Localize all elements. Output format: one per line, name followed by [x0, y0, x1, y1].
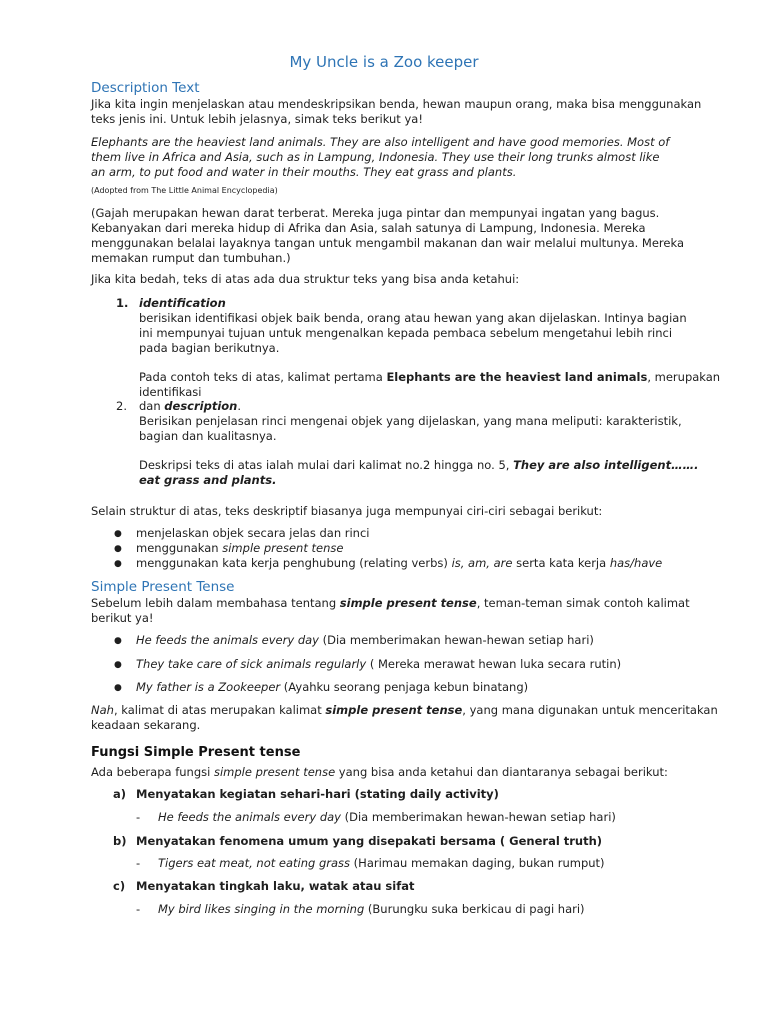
text-run: , yang mana digunakan untuk menceritakan — [462, 703, 718, 717]
example-item — [136, 680, 528, 695]
section-heading-description: Description Text — [91, 80, 200, 96]
text-run: simple present tense — [213, 765, 336, 779]
traits-intro: Selain struktur di atas, teks deskriptif biasanya juga mempunyai ciri-ciri sebagai berikut: — [91, 504, 603, 518]
fungsi-item-title: Menyatakan tingkah laku, watak atau sifat — [136, 879, 415, 893]
simple-present-note — [91, 703, 718, 733]
text-run: menggunakan — [136, 541, 223, 555]
text-line: pada bagian berikutnya. — [139, 341, 280, 355]
trait-item — [136, 541, 343, 556]
text-line: memakan rumput dan tumbuhan.) — [91, 251, 291, 265]
fungsi-item-title: Menyatakan kegiatan sehari-hari (stating daily activity) — [136, 787, 499, 801]
list-number: 1. — [116, 296, 129, 310]
text-line: Elephants are the heaviest land animals. They are also intelligent and have good memories. Most of — [91, 135, 670, 149]
text-line: Jika kita ingin menjelaskan atau mendeskripsikan benda, hewan maupun orang, maka bisa menggunakan — [91, 97, 702, 111]
text-run: . — [237, 399, 242, 413]
text-line: ini mempunyai tujuan untuk mengenalkan kepada pembaca sebelum mengetahui lebih rinci — [139, 326, 673, 340]
text-run: My father is a Zookeeper — [136, 680, 281, 694]
list-item-identification — [139, 296, 720, 400]
bullet-icon: ● — [114, 559, 122, 569]
section-heading-fungsi: Fungsi Simple Present tense — [91, 745, 301, 760]
text-run: ( Mereka merawat hewan luka secara rutin) — [366, 657, 622, 671]
bullet-icon: ● — [114, 683, 122, 693]
list-number: 2. — [116, 399, 127, 413]
text-run: He feeds the animals every day — [158, 810, 341, 824]
item-title: identification — [139, 296, 226, 310]
text-line — [139, 399, 698, 414]
bullet-icon: ● — [114, 636, 122, 646]
text-line: berikut ya! — [91, 611, 154, 625]
list-item-description — [139, 399, 698, 488]
bullet-icon: ● — [114, 529, 122, 539]
list-letter: c) — [113, 879, 126, 893]
text-run: dan — [139, 399, 165, 413]
document-title: My Uncle is a Zoo keeper — [289, 53, 479, 71]
text-run: has/have — [609, 556, 663, 570]
text-line: keadaan sekarang. — [91, 718, 201, 732]
dash-marker: - — [136, 902, 141, 916]
text-line: identifikasi — [139, 385, 202, 399]
text-run: Deskripsi teks di atas ialah mulai dari kalimat no.2 hingga no. 5, — [139, 458, 514, 472]
text-run: , merupakan — [647, 370, 721, 384]
text-line — [139, 370, 720, 385]
text-run: (Ayahku seorang penjaga kebun binatang) — [280, 680, 529, 694]
text-line: Kebanyakan dari mereka hidup di Afrika dan Asia, salah satunya di Lampung, Indonesia. Mereka — [91, 221, 646, 235]
text-line: (Gajah merupakan hewan darat terberat. Mereka juga pintar dan mempunyai ingatan yang bagus. — [91, 206, 660, 220]
text-run: , teman-teman simak contoh kalimat — [476, 596, 690, 610]
text-run: He feeds the animals every day — [136, 633, 319, 647]
bullet-icon: ● — [114, 660, 122, 670]
translation-paragraph — [91, 206, 684, 266]
text-line: teks jenis ini. Untuk lebih jelasnya, simak teks berikut ya! — [91, 112, 423, 126]
list-letter: b) — [113, 834, 127, 848]
text-run: Sebelum lebih dalam membahasa tentang — [91, 596, 340, 610]
description-intro — [91, 97, 701, 127]
text-line: menggunakan belalai layaknya tangan untuk mengambil makanan dan wair melalui multunya. Mereka — [91, 236, 684, 250]
text-run: (Dia memberimakan hewan-hewan setiap hari) — [340, 810, 616, 824]
bullet-icon: ● — [114, 544, 122, 554]
fungsi-example — [158, 810, 616, 825]
fungsi-intro — [91, 765, 668, 780]
section-heading-simple-present: Simple Present Tense — [91, 579, 235, 595]
text-run: Nah — [91, 703, 114, 717]
example-paragraph — [91, 135, 669, 180]
dash-marker: - — [136, 810, 141, 824]
text-line: Berisikan penjelasan rinci mengenai objek yang dijelaskan, yang mana meliputi: karakteristik, — [139, 414, 682, 428]
text-run: simple present tense — [222, 541, 344, 555]
text-run: (Dia memberimakan hewan-hewan setiap hari) — [318, 633, 594, 647]
text-run: Elephants are the heaviest land animals — [386, 370, 648, 384]
text-run: Pada contoh teks di atas, kalimat pertama — [139, 370, 387, 384]
text-run: , kalimat di atas merupakan kalimat — [113, 703, 326, 717]
dash-marker: - — [136, 856, 141, 870]
text-run: is, am, are — [451, 556, 513, 570]
text-run: (Burungku suka berkicau di pagi hari) — [364, 902, 585, 916]
fungsi-item-title: Menyatakan fenomena umum yang disepakati bersama ( General truth) — [136, 834, 603, 848]
text-run: simple present tense — [339, 596, 477, 610]
text-run: My bird likes singing in the morning — [158, 902, 365, 916]
text-run: yang bisa anda ketahui dan diantaranya sebagai berikut: — [335, 765, 668, 779]
text-run: Tigers eat meat, not eating grass — [158, 856, 351, 870]
text-run: menggunakan kata kerja penghubung (relating verbs) — [136, 556, 452, 570]
text-run: simple present tense — [325, 703, 463, 717]
text-line — [91, 703, 718, 718]
text-line — [91, 596, 690, 611]
example-item — [136, 633, 594, 648]
text-line: eat grass and plants. — [139, 473, 277, 487]
trait-item — [136, 556, 662, 571]
text-line: bagian dan kualitasnya. — [139, 429, 277, 443]
example-item — [136, 657, 621, 672]
text-line: berisikan identifikasi objek baik benda, orang atau hewan yang akan dijelaskan. Intinya bagian — [139, 311, 687, 325]
fungsi-example — [158, 902, 585, 917]
text-line — [139, 458, 698, 473]
trait-item: menjelaskan objek secara jelas dan rinci — [136, 526, 370, 540]
list-letter: a) — [113, 787, 127, 801]
text-line: them live in Africa and Asia, such as in Lampung, Indonesia. They use their long trunks almost like — [91, 150, 660, 164]
simple-present-intro — [91, 596, 690, 626]
fungsi-example — [158, 856, 605, 871]
source-citation: (Adopted from The Little Animal Encyclopedia) — [91, 186, 278, 195]
text-line: an arm, to put food and water in their mouths. They eat grass and plants. — [91, 165, 517, 179]
text-run: They are also intelligent……. — [513, 458, 699, 472]
text-run: serta kata kerja — [512, 556, 610, 570]
structure-intro: Jika kita bedah, teks di atas ada dua struktur teks yang bisa anda ketahui: — [91, 272, 520, 286]
text-run: Ada beberapa fungsi — [91, 765, 214, 779]
text-run: description — [164, 399, 238, 413]
text-run: They take care of sick animals regularly — [136, 657, 367, 671]
text-run: (Harimau memakan daging, bukan rumput) — [350, 856, 605, 870]
